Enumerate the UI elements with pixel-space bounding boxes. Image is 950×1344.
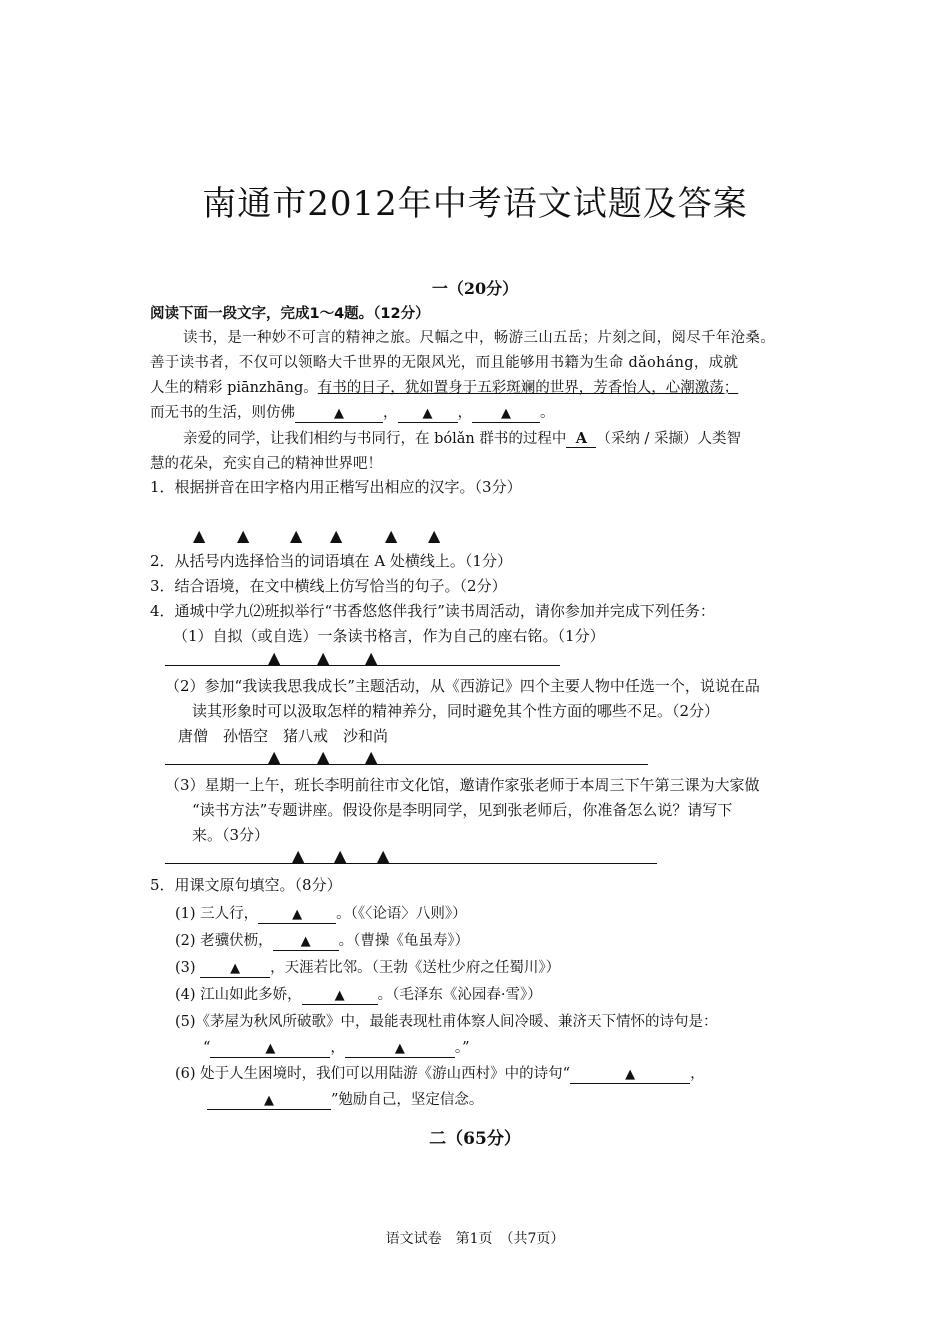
passage-line-5-start: 亲爱的同学，让我们相约与书同行，在 bólǎn 群书的过程中 (183, 431, 567, 447)
answer-marker-6: ▲ (428, 526, 441, 545)
comma: ， (383, 405, 398, 421)
q5-4-prompt: (4) 江山如此多娇， (175, 987, 302, 1003)
passage-line-4-start: 而无书的生活，则仿佛 (150, 405, 295, 421)
passage-line-6: 慧的花朵，充实自己的精神世界吧！ (150, 456, 382, 472)
character-names: 唐僧 孙悟空 猪八戒 沙和尚 (178, 727, 389, 745)
question-4-2-line-2: 读其形象时可以汲取怎样的精神养分，同时避免其个性方面的哪些不足。（2分） (192, 702, 720, 720)
section-two-header: 二（65分） (429, 1129, 521, 1149)
model-sentence: 有书的日子，犹如置身于五彩斑斓的世界，芳香怡人，心潮激荡； (317, 380, 739, 396)
answer-marker: ▲ (268, 648, 281, 667)
passage-line-3-start: 人生的精彩 piānzhāng。 (150, 380, 318, 396)
question-5-6-cont (207, 1088, 483, 1110)
answer-marker: ▲ (317, 747, 330, 766)
answer-marker: ▲ (292, 846, 305, 865)
answer-marker: ▲ (334, 846, 347, 865)
triangle-marker: ▲ (334, 406, 344, 421)
question-1: 1．根据拼音在田字格内用正楷写出相应的汉字。（3分） (150, 478, 522, 496)
passage-line-5-end: （采纳 / 采撷）人类智 (596, 431, 741, 447)
page-footer: 语文试卷 第1页 （共7页） (385, 1231, 565, 1247)
answer-marker: ▲ (317, 648, 330, 667)
q5-1-prompt: (1) 三人行， (175, 906, 259, 922)
answer-line-4-1[interactable] (165, 665, 560, 666)
answer-line-4-3[interactable] (165, 863, 657, 864)
answer-line-4-2[interactable] (165, 764, 648, 765)
q5-2-blank[interactable] (273, 933, 339, 951)
answer-marker: ▲ (365, 648, 378, 667)
triangle-marker: ▲ (264, 1093, 274, 1108)
question-5-2 (175, 929, 469, 951)
question-3: 3．结合语境，在文中横线上仿写恰当的句子。（2分） (150, 577, 507, 595)
question-4-3-line-2: “读书方法”专题讲座。假设你是李明同学，见到张老师后，你准备怎么说？请写下 (192, 801, 733, 819)
triangle-marker: ▲ (334, 988, 345, 1003)
question-5-5-answer (203, 1036, 470, 1058)
q5-6-blank-1[interactable] (570, 1066, 690, 1084)
imitation-blank-3[interactable] (472, 405, 540, 423)
triangle-marker: ▲ (265, 1041, 276, 1056)
period: 。 (540, 405, 555, 421)
q5-1-source: 。（《〈论语〉八则》） (336, 906, 467, 922)
triangle-marker: ▲ (625, 1067, 636, 1082)
question-5-1 (175, 902, 467, 924)
question-5-3 (175, 956, 560, 978)
question-4-1: （1）自拟（或自选）一条读书格言，作为自己的座右铭。（1分） (173, 627, 605, 645)
answer-marker-2: ▲ (237, 526, 250, 545)
q5-1-blank[interactable] (258, 906, 336, 924)
imitation-blank-2[interactable] (398, 405, 458, 423)
triangle-marker: ▲ (394, 1041, 405, 1056)
answer-marker-5: ▲ (385, 526, 398, 545)
reading-instruction: 阅读下面一段文字，完成1～4题。（12分） (150, 306, 430, 322)
question-4-2-line-1: （2）参加“我读我思我成长”主题活动，从《西游记》四个主要人物中任选一个，说说在品 (165, 677, 760, 695)
answer-marker-4: ▲ (330, 526, 343, 545)
passage-line-1: 读书，是一种妙不可言的精神之旅。尺幅之中，畅游三山五岳；片刻之间，阅尽千年沧桑。 (183, 330, 775, 346)
triangle-marker: ▲ (230, 961, 241, 976)
question-4-3-line-1: （3）星期一上午，班长李明前往市文化馆，邀请作家张老师于本周三下午第三课为大家做 (165, 776, 760, 794)
document-title: 南通市2012年中考语文试题及答案 (202, 184, 748, 224)
imitation-blank-1[interactable] (295, 405, 383, 423)
passage-line-4 (150, 401, 555, 423)
comma: ， (330, 1040, 345, 1056)
triangle-marker: ▲ (501, 406, 511, 421)
triangle-marker: ▲ (292, 907, 303, 922)
triangle-marker: ▲ (300, 934, 311, 949)
answer-marker: ▲ (268, 747, 281, 766)
comma: ， (690, 1066, 705, 1082)
q5-2-source: 。（曹操《龟虽寿》） (338, 933, 470, 949)
comma: ， (457, 405, 472, 421)
q5-6-blank-2[interactable] (207, 1092, 331, 1110)
question-5: 5．用课文原句填空。（8分） (150, 876, 342, 894)
question-4: 4．通城中学九⑵班拟举行“书香悠悠伴我行”读书周活动，请你参加并完成下列任务： (150, 602, 715, 620)
q5-3-blank[interactable] (200, 960, 270, 978)
passage-line-3 (150, 376, 738, 397)
q5-6-end: ”勉励自己，坚定信念。 (331, 1092, 484, 1108)
q5-3-source: ，天涯若比邻。（王勃《送杜少府之任蜀川》） (270, 960, 561, 976)
q5-5-blank-2[interactable] (345, 1040, 455, 1058)
passage-line-2: 善于读书者，不仅可以领略大千世界的无限风光，而且能够用书籍为生命 dǎoháng，成就 (150, 355, 739, 371)
answer-marker: ▲ (377, 846, 390, 865)
section-one-header: 一（20分） (431, 279, 519, 298)
question-2: 2．从括号内选择恰当的词语填在 A 处横线上。（1分） (150, 552, 512, 570)
answer-marker-1: ▲ (193, 526, 206, 545)
open-quote: “ (203, 1040, 211, 1056)
blank-a[interactable]: A (566, 431, 596, 448)
q5-5-blank-1[interactable] (210, 1040, 330, 1058)
answer-marker-3: ▲ (290, 526, 303, 545)
q5-4-blank[interactable] (302, 987, 378, 1005)
q5-2-prompt: (2) 老骥伏枥， (175, 933, 273, 949)
passage-line-5 (183, 427, 741, 448)
answer-marker: ▲ (365, 747, 378, 766)
q5-3-prompt: (3) (175, 960, 196, 976)
question-5-6 (175, 1062, 705, 1084)
question-5-4 (175, 983, 542, 1005)
close-quote: 。” (454, 1040, 470, 1056)
triangle-marker: ▲ (422, 406, 433, 421)
question-4-3-line-3: 来。（3分） (192, 826, 270, 844)
q5-4-source: 。（毛泽东《沁园春·雪》） (377, 987, 542, 1003)
question-5-5: (5)《茅屋为秋风所破歌》中，最能表现杜甫体察人间冷暖、兼济天下情怀的诗句是： (175, 1014, 718, 1030)
q5-6-prompt: (6) 处于人生困境时，我们可以用陆游《游山西村》中的诗句“ (175, 1066, 571, 1082)
